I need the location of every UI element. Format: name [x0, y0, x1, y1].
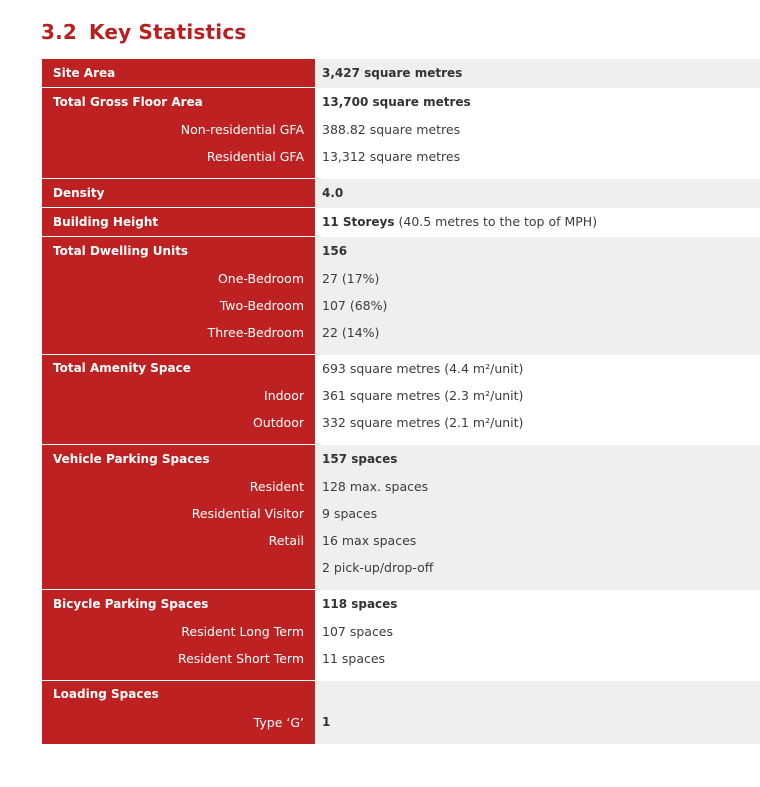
table-row [42, 409, 760, 436]
group-label: Total Dwelling Units [42, 237, 315, 266]
spacer-label [42, 346, 315, 355]
table-row-group-header [42, 179, 760, 208]
table-row [42, 500, 760, 527]
spacer-value [315, 736, 760, 744]
spacer-label [42, 170, 315, 179]
table-row-group-header [42, 237, 760, 266]
row-label: Outdoor [42, 409, 315, 436]
row-label: Residential GFA [42, 143, 315, 170]
table-row [42, 554, 760, 581]
row-value: 11 spaces [315, 645, 760, 672]
group-label: Density [42, 179, 315, 208]
table-row [42, 527, 760, 554]
table-row-spacer [42, 436, 760, 445]
key-statistics-table [42, 59, 760, 744]
group-value-bold: 157 spaces [322, 452, 398, 466]
group-label: Bicycle Parking Spaces [42, 590, 315, 619]
table-row-spacer [42, 170, 760, 179]
row-label: Non-residential GFA [42, 116, 315, 143]
section-title [41, 20, 247, 44]
row-label: Resident [42, 473, 315, 500]
row-value: 361 square metres (2.3 m²/unit) [315, 382, 760, 409]
table-row [42, 143, 760, 170]
spacer-value [315, 170, 760, 179]
spacer-value [315, 581, 760, 590]
group-value [315, 681, 760, 709]
group-value [315, 88, 760, 117]
table-row-spacer [42, 672, 760, 681]
table-row [42, 319, 760, 346]
group-value-bold: 13,700 square metres [322, 95, 471, 109]
table-row-spacer [42, 346, 760, 355]
group-value-bold: 11 Storeys [322, 215, 395, 229]
table-row-group-header [42, 59, 760, 88]
group-value [315, 59, 760, 88]
row-value: 128 max. spaces [315, 473, 760, 500]
row-value: 107 spaces [315, 618, 760, 645]
section-heading: Key Statistics [89, 20, 247, 44]
group-value [315, 208, 760, 237]
group-label: Site Area [42, 59, 315, 88]
row-value: 22 (14%) [315, 319, 760, 346]
row-label: Type ‘G’ [42, 708, 315, 736]
row-label: Residential Visitor [42, 500, 315, 527]
spacer-label [42, 672, 315, 681]
row-value: 13,312 square metres [315, 143, 760, 170]
row-label: Indoor [42, 382, 315, 409]
group-label: Total Amenity Space [42, 355, 315, 383]
group-value [315, 355, 760, 383]
group-value-bold: 3,427 square metres [322, 66, 463, 80]
row-label: One-Bedroom [42, 265, 315, 292]
group-value-extra: (40.5 metres to the top of MPH) [394, 214, 598, 229]
row-label: Three-Bedroom [42, 319, 315, 346]
table-row [42, 473, 760, 500]
group-value [315, 179, 760, 208]
table-row [42, 265, 760, 292]
group-value-bold: 156 [322, 244, 348, 258]
row-value: 9 spaces [315, 500, 760, 527]
table-row-spacer [42, 736, 760, 744]
table-row [42, 708, 760, 736]
group-value [315, 445, 760, 474]
table-row [42, 382, 760, 409]
row-value: 332 square metres (2.1 m²/unit) [315, 409, 760, 436]
group-value-bold: 118 spaces [322, 597, 398, 611]
group-value [315, 237, 760, 266]
row-value [315, 708, 760, 736]
spacer-value [315, 346, 760, 355]
row-value-bold: 1 [322, 715, 331, 729]
group-label: Building Height [42, 208, 315, 237]
spacer-label [42, 736, 315, 744]
row-value: 388.82 square metres [315, 116, 760, 143]
table-row-group-header [42, 445, 760, 474]
row-value: 2 pick-up/drop-off [315, 554, 760, 581]
group-value-bold: 4.0 [322, 186, 344, 200]
table-row [42, 292, 760, 319]
spacer-value [315, 436, 760, 445]
spacer-label [42, 436, 315, 445]
spacer-value [315, 672, 760, 681]
group-value-text: 693 square metres (4.4 m²/unit) [322, 361, 524, 376]
spacer-label [42, 581, 315, 590]
section-number: 3.2 [41, 20, 78, 44]
row-label [42, 554, 315, 581]
table-row [42, 618, 760, 645]
row-label: Retail [42, 527, 315, 554]
group-label: Vehicle Parking Spaces [42, 445, 315, 474]
table-row-spacer [42, 581, 760, 590]
row-label: Resident Long Term [42, 618, 315, 645]
group-value [315, 590, 760, 619]
table-row [42, 645, 760, 672]
table-row-group-header [42, 681, 760, 709]
row-label: Resident Short Term [42, 645, 315, 672]
group-label: Loading Spaces [42, 681, 315, 709]
row-label: Two-Bedroom [42, 292, 315, 319]
table-row-group-header [42, 208, 760, 237]
table-row [42, 116, 760, 143]
row-value: 107 (68%) [315, 292, 760, 319]
table-row-group-header [42, 355, 760, 383]
row-value: 16 max spaces [315, 527, 760, 554]
table-row-group-header [42, 88, 760, 117]
row-value: 27 (17%) [315, 265, 760, 292]
table-row-group-header [42, 590, 760, 619]
group-label: Total Gross Floor Area [42, 88, 315, 117]
